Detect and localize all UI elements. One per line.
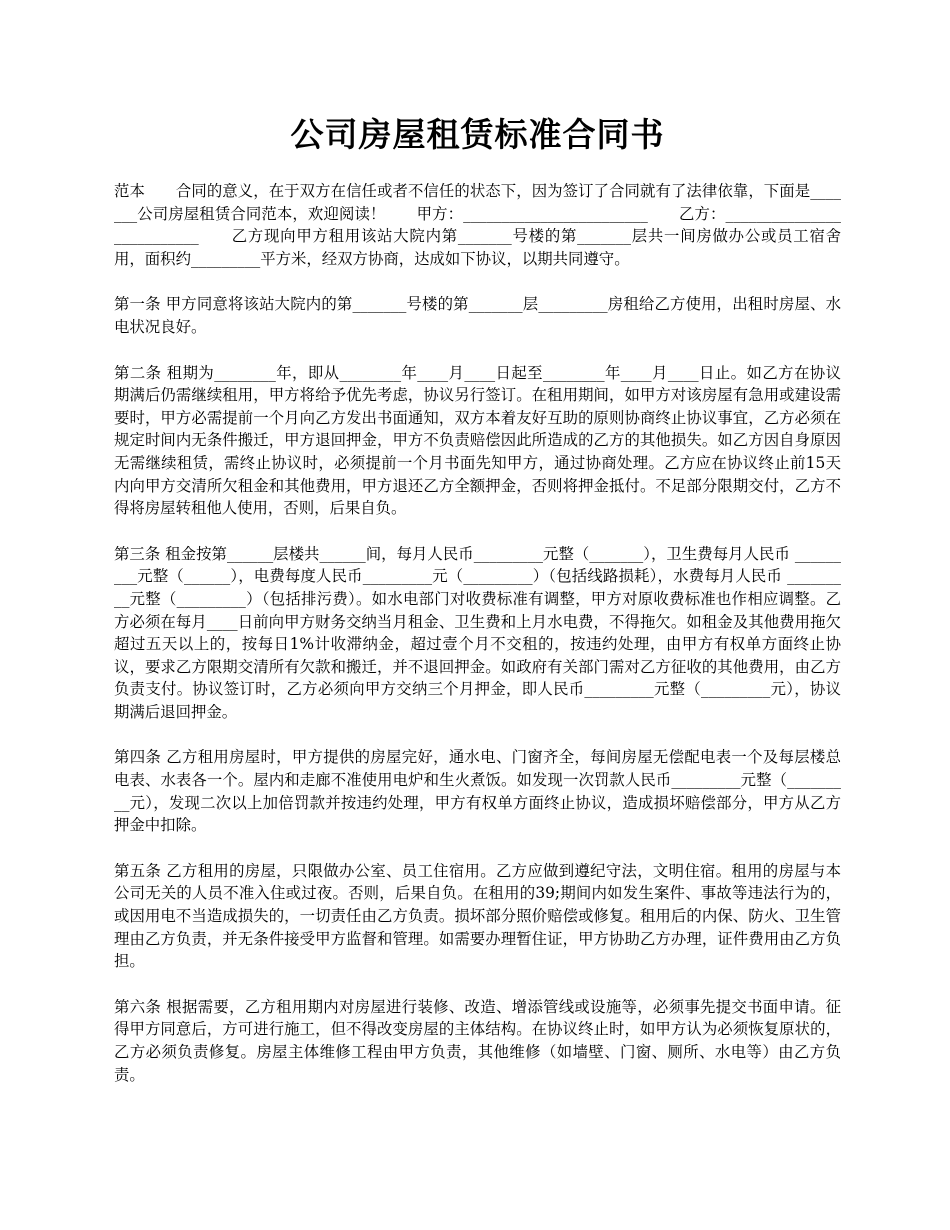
paragraph-article-4: 第四条 乙方租用房屋时，甲方提供的房屋完好，通水电、门窗齐全，每间房屋无偿配电表一个及每层楼总电表、水表各一个。屋内和走廊不准使用电炉和生火煮饭。如发现一次罚款人民币_________元整（_________元），发现二次以上加倍罚款并按违约处理，甲方有权单方面终止协议，造成损坏赔偿部分，甲方从乙方押金中扣除。 <box>114 748 841 835</box>
paragraph-article-6: 第六条 根据需要，乙方租用期内对房屋进行装修、改造、增添管线或设施等，必须事先提交书面申请。征得甲方同意后，方可进行施工，但不得改变房屋的主体结构。在协议终止时，如甲方认为必须恢复原状的，乙方必须负责修复。房屋主体维修工程由甲方负责，其他维修（如墙壁、门窗、厕所、水电等）由乙方负责。 <box>114 997 841 1084</box>
document-body <box>114 180 841 1109</box>
paragraph-article-5: 第五条 乙方租用的房屋，只限做办公室、员工住宿用。乙方应做到遵纪守法，文明住宿。租用的房屋与本公司无关的人员不准入住或过夜。否则，后果自负。在租用的39;期间内如发生案件、事故等违法行为的，或因用电不当造成损失的，一切责任由乙方负责。损坏部分照价赔偿或修复。租用后的内保、防火、卫生管理由乙方负责，并无条件接受甲方监督和管理。如需要办理暂住证，甲方协助乙方办理，证件费用由乙方负担。 <box>114 861 841 971</box>
paragraph-intro: 范本 合同的意义，在于双方在信任或者不信任的状态下，因为签订了合同就有了法律依靠，下面是_______公司房屋租赁合同范本，欢迎阅读！ 甲方：________________________ 乙方：__________________________ 乙方现向甲方租用该站大院内第_______号楼的第_______层共一间房做办公或员工宿舍用，面积约_________平方米，经双方协商，达成如下协议，以期共同遵守。 <box>114 182 841 268</box>
document-title: 公司房屋租赁标准合同书 <box>290 115 665 154</box>
paragraph-article-1: 第一条 甲方同意将该站大院内的第_______号楼的第_______层_________房租给乙方使用，出租时房屋、水电状况良好。 <box>114 295 841 336</box>
paragraph-article-2: 第二条 租期为________年，即从________年____月____日起至________年____月____日止。如乙方在协议期满后仍需继续租用，甲方将给予优先考虑，协议另行签订。在租用期间，如甲方对该房屋有急用或建设需要时，甲方必需提前一个月向乙方发出书面通知，双方本着友好互助的原则协商终止协议事宜，乙方必须在规定时间内无条件搬迁，甲方退回押金，甲方不负责赔偿因此所造成的乙方的其他损失。如乙方因自身原因无需继续租赁，需终止协议时，必须提前一个月书面先知甲方，通过协商处理。乙方应在协议终止前15天内向甲方交清所欠租金和其他费用，甲方退还乙方全额押金，否则将押金抵付。不足部分限期交付，乙方不得将房屋转租他人使用，否则，后果自负。 <box>114 363 841 518</box>
paragraph-article-3: 第三条 租金按第______层楼共______间，每月人民币_________元整（_______），卫生费每月人民币 _________元整（______），电费每度人民币_________元（_________）（包括线路损耗），水费每月人民币 _________元整（_________）（包括排污费）。如水电部门对收费标准有调整，甲方对原收费标准也作相应调整。乙方必须在每月____日前向甲方财务交纳当月租金、卫生费和上月水电费，不得拖欠。如租金及其他费用拖欠超过五天以上的，按每日1%计收滞纳金，超过壹个月不交租的，按违约处理，由甲方有权单方面终止协议，要求乙方限期交清所有欠款和搬迁，并不退回押金。如政府有关部门需对乙方征收的其他费用，由乙方负责支付。协议签订时，乙方必须向甲方交纳三个月押金，即人民币_________元整（_________元），协议期满后退回押金。 <box>114 544 841 721</box>
